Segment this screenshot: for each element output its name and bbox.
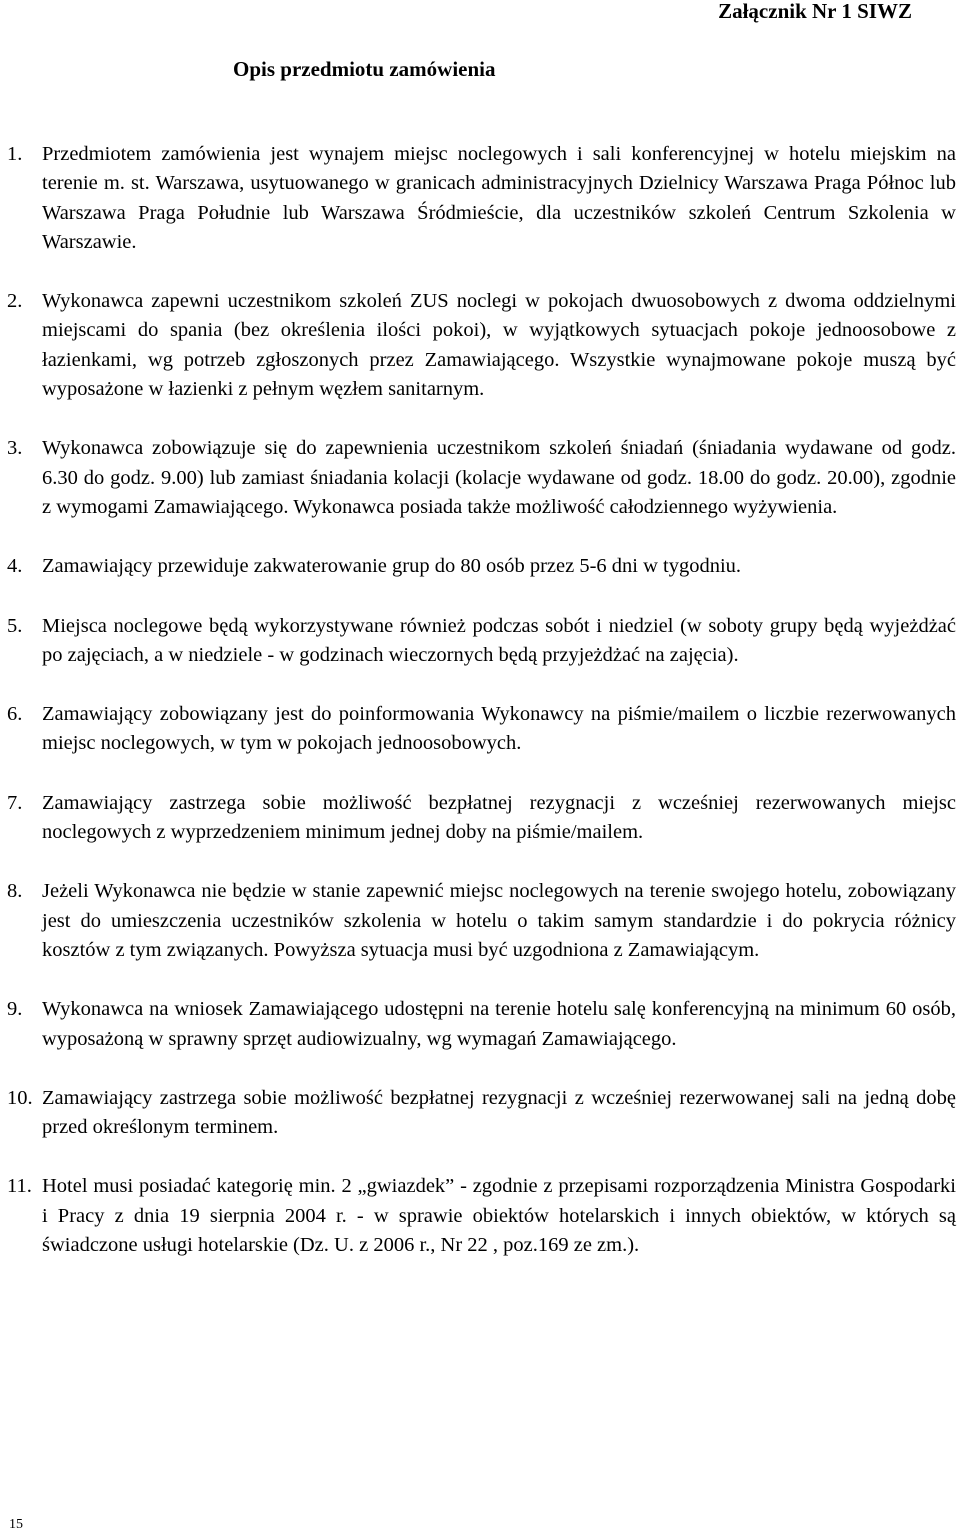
- item-number: 11.: [7, 1175, 32, 1198]
- item-number: 4.: [7, 555, 23, 578]
- item-text: Wykonawca na wniosek Zamawiającego udostępni na terenie hotelu salę konferencyjną na minimum 60 osób, wyposażoną w sprawny sprzęt audiowizualny, wg wymagań Zamawiającego.: [42, 998, 956, 1050]
- annex-label: Załącznik Nr 1 SIWZ: [718, 0, 912, 23]
- list-item: [0, 1084, 956, 1143]
- item-text: Zamawiający zastrzega sobie możliwość bezpłatnej rezygnacji z wcześniej rezerwowanych miejsc noclegowych z wyprzedzeniem minimum jednej doby na piśmie/mailem.: [42, 791, 956, 844]
- list-item: [0, 789, 956, 848]
- list-item: [0, 434, 956, 522]
- document-title: Opis przedmiotu zamówienia: [233, 57, 496, 81]
- item-text: Zamawiający zobowiązany jest do poinformowania Wykonawcy na piśmie/mailem o liczbie rezerwowanych miejsc noclegowych, w tym w pokojach jednoosobowych.: [42, 703, 956, 755]
- list-item: [0, 877, 956, 965]
- item-number: 6.: [7, 703, 23, 726]
- item-number: 5.: [7, 614, 23, 637]
- item-number: 7.: [7, 791, 23, 814]
- list-item: [0, 1172, 956, 1260]
- list-item: [0, 140, 956, 257]
- item-text: Hotel musi posiadać kategorię min. 2 „gwiazdek” - zgodnie z przepisami rozporządzenia Ministra Gospodarki i Pracy z dnia 19 sierpnia 2004 r. - w sprawie obiektów hotelarskich i innych obiektów, w których są świadczone usługi hotelarskie (Dz. U. z 2006 r., Nr 22 , poz.169 ze zm.).: [42, 1175, 956, 1257]
- item-number: 2.: [7, 290, 23, 313]
- requirements-list: [0, 140, 956, 1260]
- item-text: Przedmiotem zamówienia jest wynajem miejsc noclegowych i sali konferencyjnej w hotelu miejskim na terenie m. st. Warszawa, usytuowanego w granicach administracyjnych Dzielnicy Warszawa Praga Północ lub Warszawa Praga Południe lub Warszawa Śródmieście, dla uczestników szkoleń Centrum Szkolenia w Warszawie.: [42, 143, 956, 253]
- item-number: 1.: [7, 143, 23, 165]
- page-number: 15: [9, 1517, 23, 1532]
- item-number: 9.: [7, 998, 23, 1021]
- list-item: [0, 612, 956, 671]
- item-text: Wykonawca zobowiązuje się do zapewnienia uczestnikom szkoleń śniadań (śniadania wydawane od godz. 6.30 do godz. 9.00) lub zamiast śniadania kolacji (kolacje wydawane od godz. 18.00 do godz. 20.00), zgodnie z wymogami Zamawiającego. Wykonawca posiada także możliwość całodziennego wyżywienia.: [42, 437, 956, 518]
- item-number: 8.: [7, 880, 23, 903]
- list-item: [0, 995, 956, 1054]
- item-text: Zamawiający zastrzega sobie możliwość bezpłatnej rezygnacji z wcześniej rezerwowanej sali na jedną dobę przed określonym terminem.: [42, 1086, 956, 1139]
- item-number: 10.: [7, 1086, 33, 1109]
- item-text: Miejsca noclegowe będą wykorzystywane również podczas sobót i niedziel (w soboty grupy będą wyjeżdżać po zajęciach, a w niedziele - w godzinach wieczornych będą przyjeżdżać na zajęcia).: [42, 614, 956, 666]
- item-text: Zamawiający przewiduje zakwaterowanie grup do 80 osób przez 5-6 dni w tygodniu.: [42, 555, 742, 578]
- item-text: Wykonawca zapewni uczestnikom szkoleń ZUS noclegi w pokojach dwuosobowych z dwoma oddzielnymi miejscami do spania (bez określenia ilości pokoi), w wyjątkowych sytuacjach pokoje jednoosobowe z łazienkami, wg potrzeb zgłoszonych przez Zamawiającego. Wszystkie wynajmowane pokoje muszą być wyposażone w łazienki z pełnym węzłem sanitarnym.: [42, 290, 956, 401]
- list-item: [0, 552, 956, 581]
- list-item: [0, 700, 956, 759]
- item-number: 3.: [7, 437, 23, 460]
- item-text: Jeżeli Wykonawca nie będzie w stanie zapewnić miejsc noclegowych na terenie swojego hotelu, zobowiązany jest do umieszczenia uczestników szkolenia w hotelu o takim samym standardzie i do pokrycia różnicy kosztów z tym związanych. Powyższa sytuacja musi być uzgodniona z Zamawiającym.: [42, 880, 956, 961]
- list-item: [0, 287, 956, 404]
